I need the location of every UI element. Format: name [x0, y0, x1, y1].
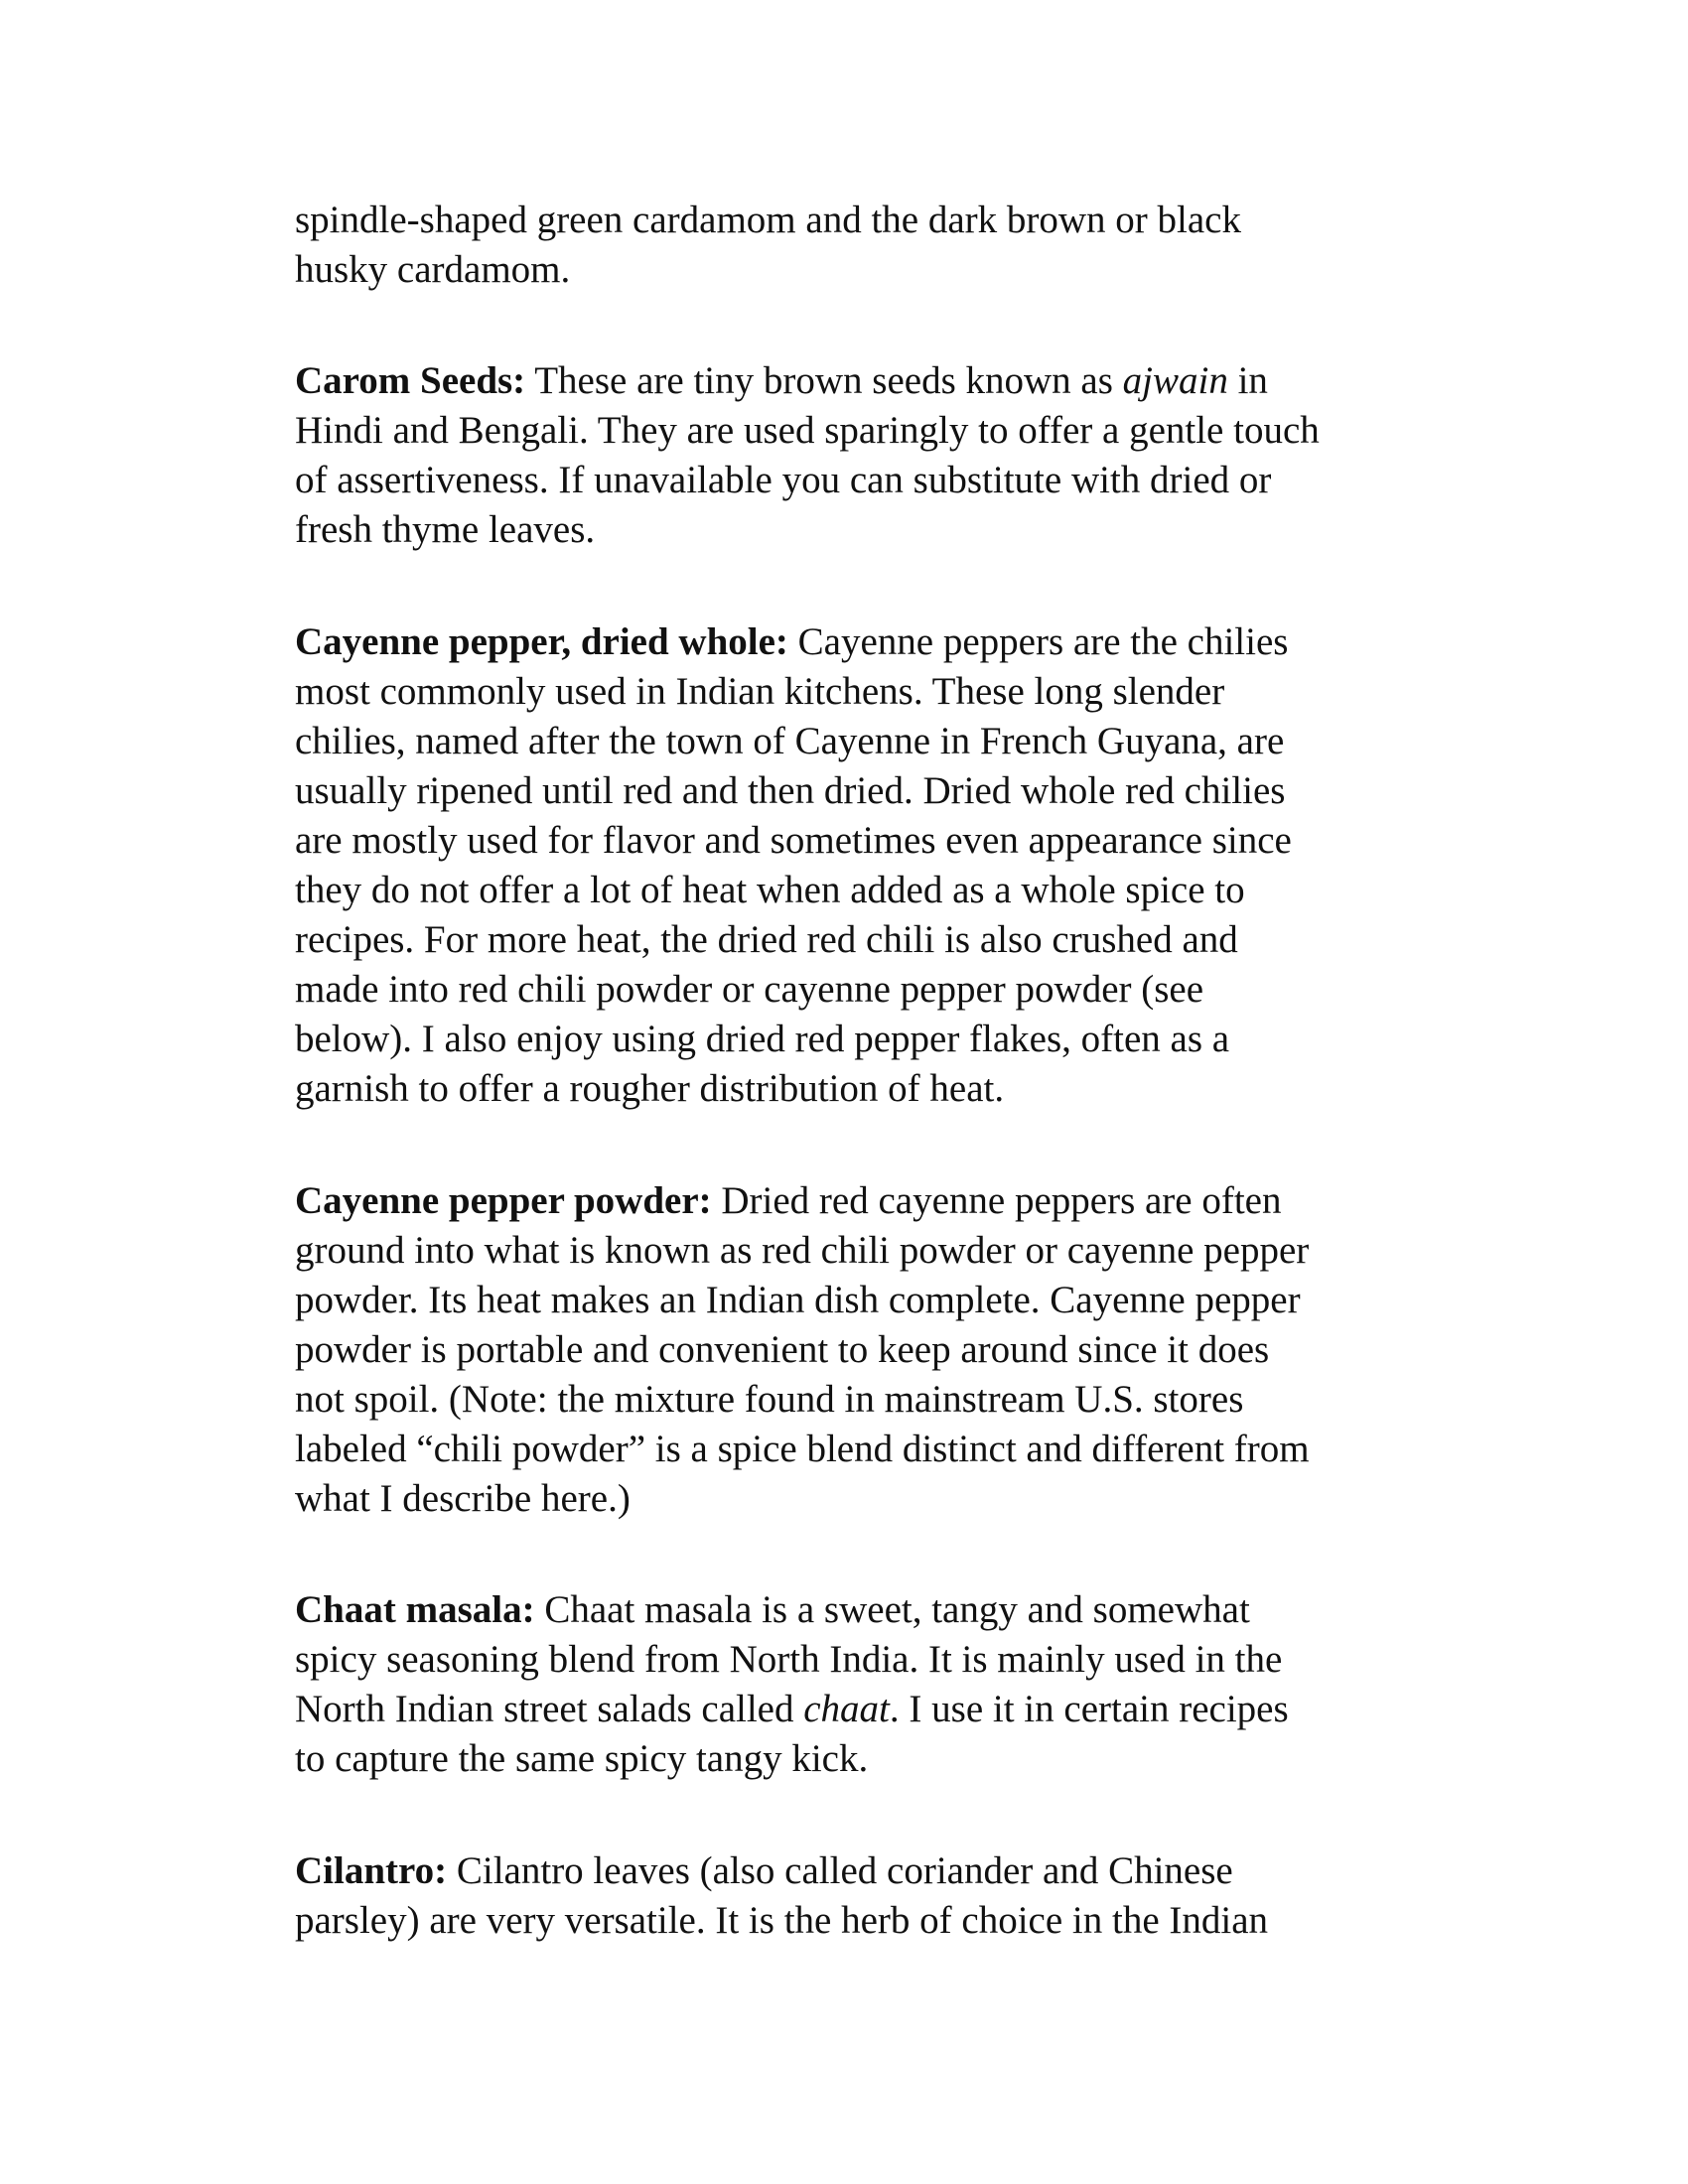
text-line: [295, 1896, 1407, 1946]
text-run: most commonly used in Indian kitchens. These long slender: [295, 669, 1225, 713]
paragraph-cayenne-dried-whole: [295, 617, 1407, 1115]
text-line: [295, 406, 1407, 456]
text-run: recipes. For more heat, the dried red chili is also crushed and: [295, 918, 1238, 962]
text-column: [295, 196, 1407, 1946]
term-heading: Cayenne pepper, dried whole:: [295, 619, 788, 663]
text-line: [295, 816, 1407, 866]
italic-term: ajwain: [1122, 359, 1228, 403]
paragraph-cayenne-powder: [295, 1176, 1407, 1525]
text-run: labeled “chili powder” is a spice blend distinct and different from: [295, 1427, 1310, 1470]
text-line: [295, 1474, 1407, 1524]
text-run: powder is portable and convenient to keep around since it does: [295, 1327, 1270, 1371]
text-line: [295, 1325, 1407, 1375]
text-run: not spoil. (Note: the mixture found in mainstream U.S. stores: [295, 1377, 1244, 1421]
text-line: [295, 1685, 1407, 1734]
term-heading: Carom Seeds:: [295, 359, 526, 403]
paragraph-cardamom-continued: [295, 196, 1407, 295]
text-line: [295, 1635, 1407, 1685]
term-heading: Cilantro:: [295, 1848, 448, 1892]
text-line: [295, 356, 1407, 406]
text-run: chilies, named after the town of Cayenne in French Guyana, are: [295, 719, 1285, 762]
text-run: in: [1227, 359, 1268, 403]
text-line: [295, 1276, 1407, 1325]
text-run: what I describe here.): [295, 1477, 631, 1521]
text-line: [295, 766, 1407, 816]
text-run: Hindi and Bengali. They are used sparingly to offer a gentle touch: [295, 409, 1320, 453]
paragraph-carom-seeds: [295, 356, 1407, 555]
text-run: . I use it in certain recipes: [889, 1688, 1289, 1731]
text-run: made into red chili powder or cayenne pepper powder (see: [295, 968, 1204, 1012]
text-run: to capture the same spicy tangy kick.: [295, 1737, 869, 1781]
text-run: below). I also enjoy using dried red pepper flakes, often as a: [295, 1018, 1230, 1061]
text-run: they do not offer a lot of heat when added as a whole spice to: [295, 869, 1245, 912]
text-run: of assertiveness. If unavailable you can substitute with dried or: [295, 459, 1272, 502]
text-line: [295, 1734, 1407, 1784]
text-run: Cayenne peppers are the chilies: [787, 619, 1289, 663]
text-line: [295, 667, 1407, 717]
text-line: [295, 717, 1407, 766]
text-line: [295, 1064, 1407, 1114]
text-run: fresh thyme leaves.: [295, 508, 596, 552]
text-run: North Indian street salads called: [295, 1688, 804, 1731]
text-run: spindle-shaped green cardamom and the dark brown or black: [295, 199, 1241, 241]
text-line: [295, 1846, 1407, 1896]
text-line: [295, 915, 1407, 965]
text-line: [295, 196, 1407, 245]
text-run: powder. Its heat makes an Indian dish complete. Cayenne pepper: [295, 1278, 1301, 1321]
text-run: garnish to offer a rougher distribution of heat.: [295, 1067, 1005, 1111]
text-run: husky cardamom.: [295, 248, 571, 292]
text-line: [295, 965, 1407, 1015]
text-line: [295, 1585, 1407, 1635]
text-run: parsley) are very versatile. It is the herb of choice in the Indian: [295, 1898, 1269, 1942]
paragraph-cilantro: [295, 1846, 1407, 1946]
text-run: Chaat masala is a sweet, tangy and somewhat: [534, 1588, 1250, 1632]
text-line: [295, 1176, 1407, 1226]
text-line: [295, 617, 1407, 667]
text-line: [295, 1375, 1407, 1425]
text-run: ground into what is known as red chili powder or cayenne pepper: [295, 1228, 1310, 1272]
text-line: [295, 245, 1407, 295]
text-line: [295, 456, 1407, 505]
term-heading: Chaat masala:: [295, 1588, 535, 1632]
text-line: [295, 866, 1407, 915]
text-line: [295, 1425, 1407, 1474]
text-run: usually ripened until red and then dried. Dried whole red chilies: [295, 768, 1286, 812]
text-line: [295, 1015, 1407, 1064]
text-line: [295, 1226, 1407, 1276]
term-heading: Cayenne pepper powder:: [295, 1178, 712, 1222]
text-run: are mostly used for flavor and sometimes even appearance since: [295, 818, 1292, 862]
text-line: [295, 505, 1407, 555]
text-run: Dried red cayenne peppers are often: [711, 1178, 1282, 1222]
paragraph-chaat-masala: [295, 1585, 1407, 1784]
text-run: These are tiny brown seeds known as: [525, 359, 1123, 403]
text-run: spicy seasoning blend from North India. It is mainly used in the: [295, 1638, 1283, 1682]
text-run: Cilantro leaves (also called coriander and Chinese: [447, 1848, 1233, 1892]
italic-term: chaat: [803, 1688, 890, 1731]
